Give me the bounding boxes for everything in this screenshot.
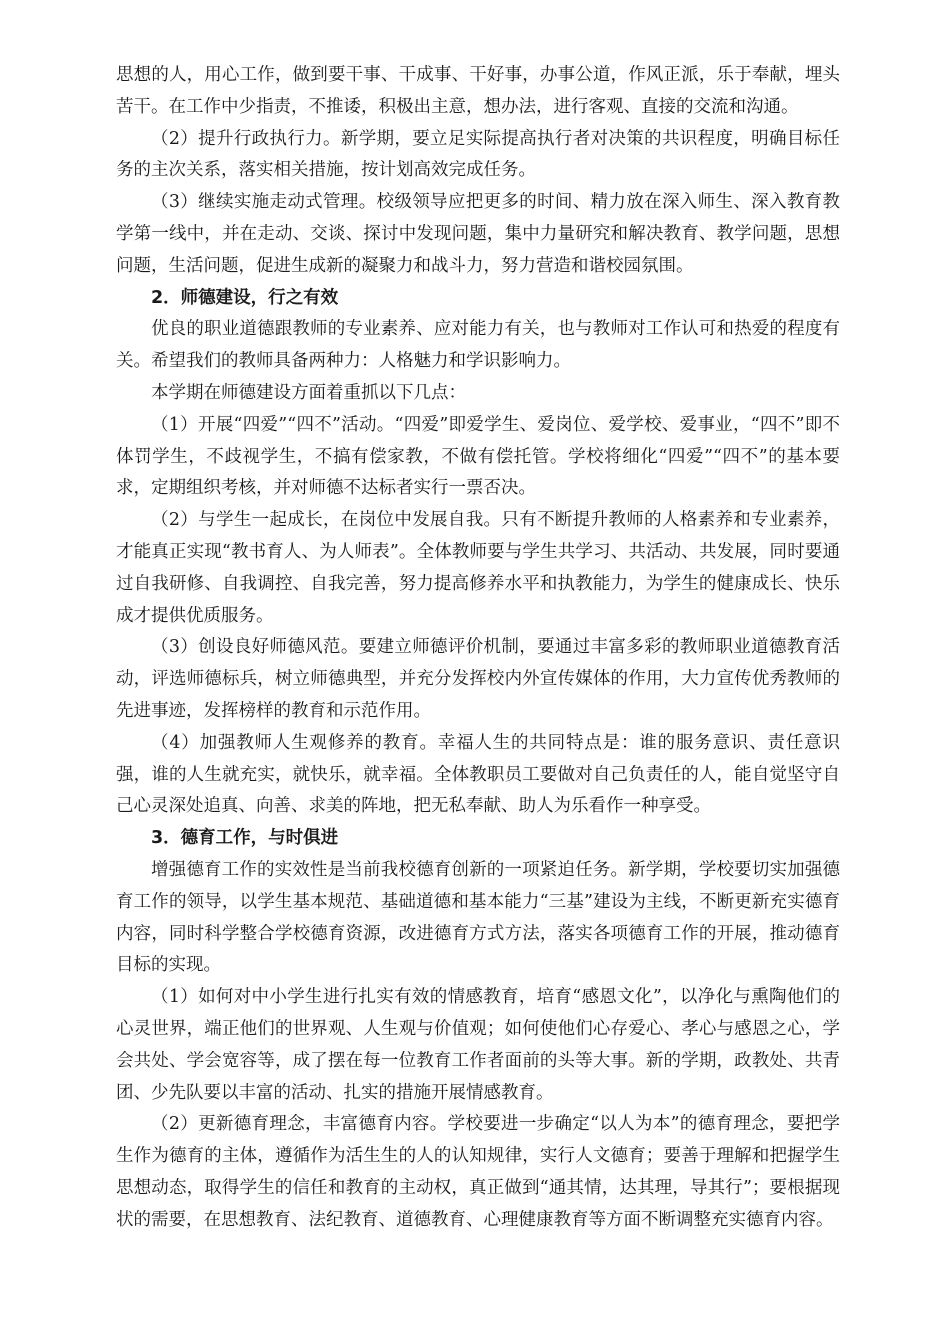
paragraph-moral-intro: 增强德育工作的实效性是当前我校德育创新的一项紧迫任务。新学期，学校要切实加强德育工作的领导，以学生基本规范、基础道德和基本能力“三基”建设为主线，不断更新充实德育内容，同时科学整合学校德育资源，改进德育方式方法，落实各项德育工作的开展，推动德育目标的实现。 — [116, 859, 840, 976]
section-heading-moral-education: 3．德育工作，与时俱进 — [151, 828, 339, 849]
paragraph-ethics-focus: 本学期在师德建设方面着重抓以下几点： — [151, 382, 466, 403]
paragraph-grow-with-students: （2）与学生一起成长，在岗位中发展自我。只有不断提升教师的人格素养和专业素养，才能真正实现“教书育人、为人师表”。全体教师要与学生共学习、共活动、共发展，同时要通过自我研修、自我调控、自我完善，努力提高修养水平和执教能力，为学生的健康成长、快乐成才提供优质服务。 — [116, 510, 840, 626]
paragraph-four-loves: （1）开展“四爱”“四不”活动。“四爱”即爱学生、爱岗位、爱学校、爱事业，“四不”即不体罚学生，不歧视学生，不搞有偿家教，不做有偿托管。学校将细化“四爱”“四不”的基本要求，定期组织考核，并对师德不达标者实行一票否决。 — [116, 414, 840, 499]
paragraph-ethics-intro: 优良的职业道德跟教师的专业素养、应对能力有关，也与教师对工作认可和热爱的程度有关。希望我们的教师具备两种力：人格魅力和学识影响力。 — [116, 319, 840, 372]
paragraph-emotional-education: （1）如何对中小学生进行扎实有效的情感教育，培育“感恩文化”，以净化与熏陶他们的心灵世界，端正他们的世界观、人生观与价值观；如何使他们心存爱心、孝心与感恩之心，学会共处、学会宽容等，成了摆在每一位教育工作者面前的头等大事。新的学期，政教处、共青团、少先队要以丰富的活动、扎实的措施开展情感教育。 — [116, 987, 840, 1103]
section-heading-teacher-ethics: 2．师德建设，行之有效 — [151, 287, 339, 308]
paragraph-walkabout-management: （3）继续实施走动式管理。校级领导应把更多的时间、精力放在深入师生、深入教育教学第一线中，并在走动、交谈、探讨中发现问题，集中力量研究和解决教育、教学问题，思想问题，生活问题，促进生成新的凝聚力和战斗力，努力营造和谐校园氛围。 — [116, 192, 840, 276]
paragraph-continued: 思想的人，用心工作，做到要干事、干成事、干好事，办事公道，作风正派，乐于奉献，埋头苦干。在工作中少指责，不推诿，积极出主意，想办法，进行客观、直接的交流和沟通。 — [116, 65, 840, 117]
paragraph-life-outlook: （4）加强教师人生观修养的教育。幸福人生的共同特点是：谁的服务意识、责任意识强，谁的人生就充实，就快乐，就幸福。全体教职员工要做对自己负责任的人，能自觉坚守自己心灵深处追真、向善、求美的阵地，把无私奉献、助人为乐看作一种享受。 — [116, 732, 840, 817]
paragraph-moral-concept: （2）更新德育理念，丰富德育内容。学校要进一步确定“以人为本”的德育理念，要把学生作为德育的主体，遵循作为活生生的人的认知规律，实行人文德育；要善于理解和把握学生思想动态，取得学生的信任和教育的主动权，真正做到“通其情，达其理，导其行”；要根据现状的需要，在思想教育、法纪教育、道德教育、心理健康教育等方面不断调整充实德育内容。 — [116, 1114, 840, 1230]
paragraph-ethics-style: （3）创设良好师德风范。要建立师德评价机制，要通过丰富多彩的教师职业道德教育活动，评选师德标兵，树立师德典型，并充分发挥校内外宣传媒体的作用，大力宣传优秀教师的先进事迹，发挥榜样的教育和示范作用。 — [116, 637, 840, 721]
paragraph-admin-execution: （2）提升行政执行力。新学期，要立足实际提高执行者对决策的共识程度，明确目标任务的主次关系，落实相关措施，按计划高效完成任务。 — [116, 128, 840, 181]
document-body — [116, 60, 840, 1236]
